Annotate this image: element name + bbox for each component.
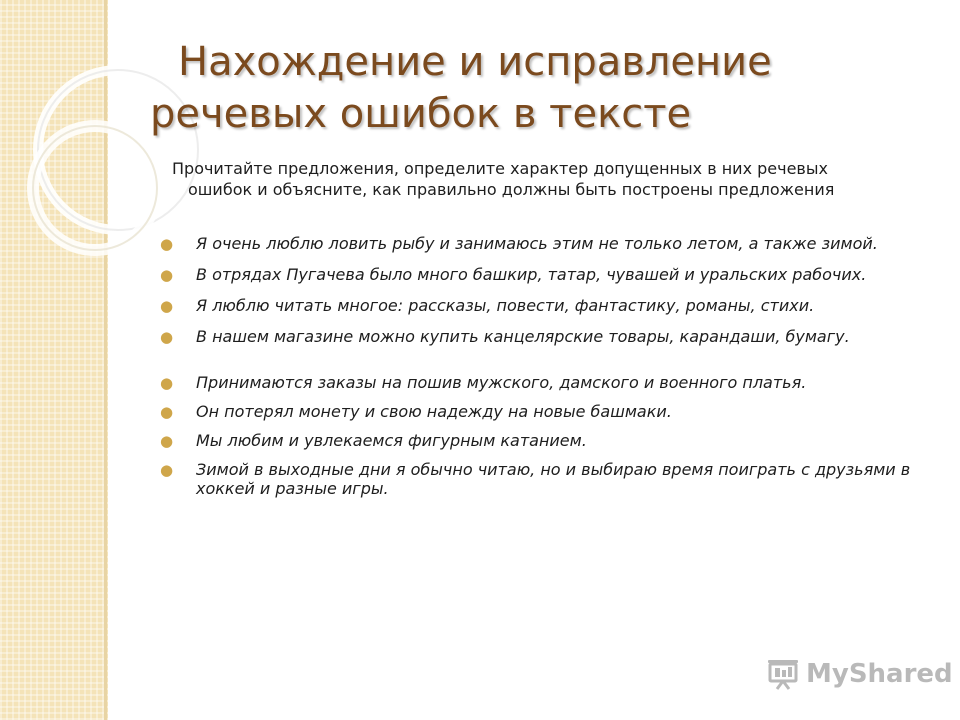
myshared-watermark	[766, 656, 953, 692]
bullet-icon: ●	[160, 266, 174, 284]
bullet-icon: ●	[160, 297, 174, 315]
bullet-icon: ●	[160, 461, 174, 479]
sentence-text: Он потерял монету и свою надежду на новые башмаки.	[196, 402, 672, 421]
bullet-icon: ●	[160, 235, 174, 253]
sentence-text: В нашем магазине можно купить канцелярские товары, карандаши, бумагу.	[196, 327, 850, 346]
sentence-text: Я люблю читать многое: рассказы, повести, фантастику, романы, стихи.	[196, 296, 815, 315]
list-item	[160, 265, 920, 284]
list-item	[160, 431, 920, 450]
list-item	[160, 373, 920, 392]
title-line-1: Нахождение и исправление	[178, 39, 772, 85]
instructions-text	[172, 158, 912, 200]
instructions-line-1: Прочитайте предложения, определите характер допущенных в них речевых	[172, 159, 828, 178]
page-title	[150, 36, 910, 140]
sentence-list	[160, 234, 920, 498]
watermark-logo-text: MyShared	[806, 659, 953, 689]
title-line-2: речевых ошибок в тексте	[150, 91, 692, 137]
list-item	[160, 327, 920, 346]
sentence-text: Зимой в выходные дни я обычно читаю, но и выбираю время поиграть с друзьями в хоккей и разные игры.	[196, 460, 911, 498]
bullet-icon: ●	[160, 328, 174, 346]
sentence-text: Принимаются заказы на пошив мужского, дамского и военного платья.	[196, 373, 807, 392]
list-item	[160, 460, 920, 498]
instructions-line-2: ошибок и объясните, как правильно должны быть построены предложения	[188, 180, 835, 199]
projector-screen-icon	[766, 658, 800, 690]
sentence-text: Я очень люблю ловить рыбу и занимаюсь этим не только летом, а также зимой.	[196, 234, 878, 253]
bullet-icon: ●	[160, 432, 174, 450]
sentence-text: Мы любим и увлекаемся фигурным катанием.	[196, 431, 587, 450]
list-item	[160, 402, 920, 421]
list-item	[160, 234, 920, 253]
sentence-text: В отрядах Пугачева было много башкир, татар, чувашей и уральских рабочих.	[196, 265, 867, 284]
bullet-icon: ●	[160, 403, 174, 421]
list-item	[160, 296, 920, 315]
bullet-icon: ●	[160, 374, 174, 392]
